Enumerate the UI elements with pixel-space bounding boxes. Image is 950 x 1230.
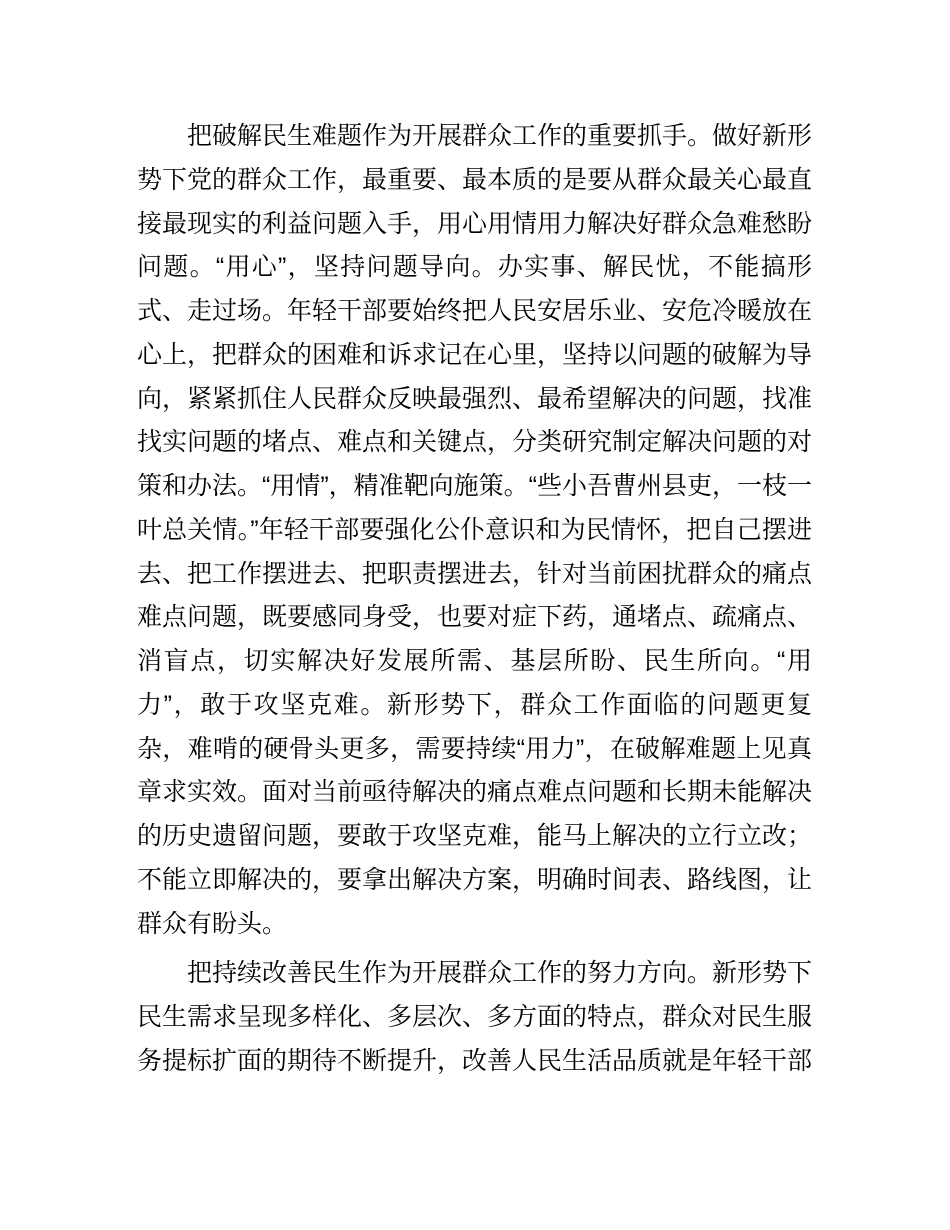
paragraph-2: 把持续改善民生作为开展群众工作的努力方向。新形势下民生需求呈现多样化、多层次、多方面的特点，群众对民生服务提标扩面的期待不断提升，改善人民生活品质就是年轻干部 [137, 959, 813, 1075]
document-body [137, 115, 812, 1084]
paragraph-1: 把破解民生难题作为开展群众工作的重要抓手。做好新形势下党的群众工作，最重要、最本质的是要从群众最关心最直接最现实的利益问题入手，用心用情用力解决好群众急难愁盼问题。“用心”，坚持问题导向。办实事、解民忧，不能搞形式、走过场。年轻干部要始终把人民安居乐业、安危冷暖放在心上，把群众的困难和诉求记在心里，坚持以问题的破解为导向，紧紧抓住人民群众反映最强烈、最希望解决的问题，找准找实问题的堵点、难点和关键点，分类研究制定解决问题的对策和办法。“用情”，精准靶向施策。“些小吾曹州县吏，一枝一叶总关情。”年轻干部要强化公仆意识和为民情怀，把自己摆进去、把工作摆进去、把职责摆进去，针对当前困扰群众的痛点难点问题，既要感同身受，也要对症下药，通堵点、疏痛点、消盲点，切实解决好发展所需、基层所盼、民生所向。“用力”，敢于攻坚克难。新形势下，群众工作面临的问题更复杂，难啃的硬骨头更多，需要持续“用力”，在破解难题上见真章求实效。面对当前亟待解决的痛点难点问题和长期未能解决的历史遗留问题，要敢于攻坚克难，能马上解决的立行立改；不能立即解决的，要拿出解决方案，明确时间表、路线图，让群众有盼头。 [137, 122, 813, 938]
